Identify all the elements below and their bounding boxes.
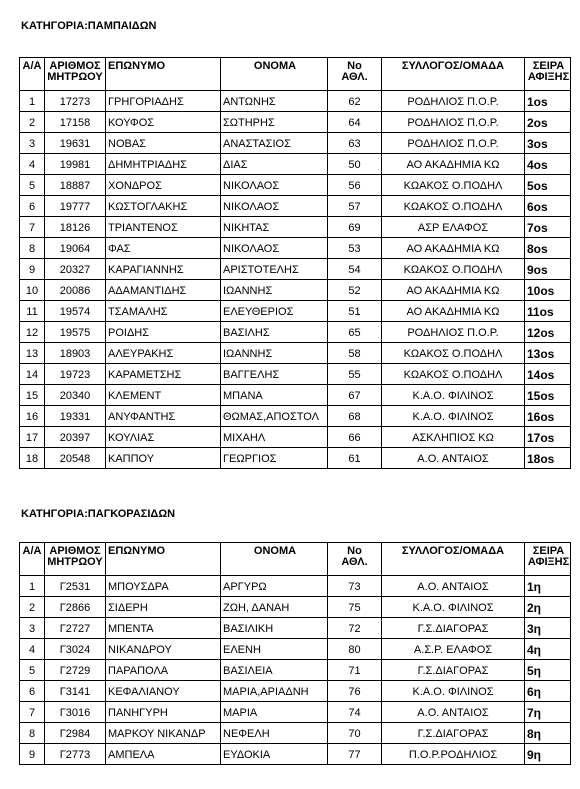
cell-aa: 2 — [20, 597, 45, 618]
cell-onoma: ΘΩΜΑΣ,ΑΠΟΣΤΟΛ — [221, 406, 328, 427]
cell-no-athl: 72 — [328, 618, 382, 639]
cell-seira-afixis: 8os — [525, 238, 571, 259]
cell-no-athl: 50 — [328, 154, 382, 175]
cell-aa: 7 — [20, 217, 45, 238]
table-row — [20, 427, 571, 448]
cell-arithmos-mitroou: Γ2729 — [45, 660, 106, 681]
cell-onoma: ΔΙΑΣ — [221, 154, 328, 175]
table-row — [20, 702, 571, 723]
header-line: Νο — [347, 60, 362, 72]
cell-syllogos: ΑΟ ΑΚΑΔΗΜΙΑ ΚΩ — [382, 280, 525, 301]
cell-syllogos: ΑΟ ΑΚΑΔΗΜΙΑ ΚΩ — [382, 301, 525, 322]
cell-syllogos: Κ.Α.Ο. ΦΙΛΙΝΟΣ — [382, 385, 525, 406]
header-onoma: ΟΝΟΜΑ — [221, 543, 328, 576]
cell-onoma: ΝΙΚΟΛΑΟΣ — [221, 196, 328, 217]
cell-onoma: ΕΛΕΝΗ — [221, 639, 328, 660]
header-line: ΣΕΙΡΑ — [532, 60, 565, 72]
cell-aa: 4 — [20, 639, 45, 660]
cell-eponymo: ΚΑΡΑΓΙΑΝΝΗΣ — [106, 259, 221, 280]
cell-onoma: ΕΛΕΥΘΕΡΙΟΣ — [221, 301, 328, 322]
cell-eponymo: ΜΠΟΥΣΔΡΑ — [106, 576, 221, 597]
cell-seira-afixis: 6os — [525, 196, 571, 217]
header-seira-afixis — [525, 543, 571, 576]
table-row — [20, 280, 571, 301]
cell-seira-afixis: 5os — [525, 175, 571, 196]
results-table-pagkorasidon — [19, 542, 571, 765]
table-row — [20, 154, 571, 175]
table-row — [20, 639, 571, 660]
cell-eponymo: ΑΔΑΜΑΝΤΙΔΗΣ — [106, 280, 221, 301]
cell-no-athl: 76 — [328, 681, 382, 702]
cell-onoma: ΑΡΓΥΡΩ — [221, 576, 328, 597]
header-line: ΑΡΙΘΜΟΣ — [49, 545, 101, 557]
header-line: ΑΦΙΞΗΣ — [527, 556, 570, 568]
cell-syllogos: ΡΟΔΗΛΙΟΣ Π.Ο.Ρ. — [382, 133, 525, 154]
table-row — [20, 385, 571, 406]
cell-syllogos: ΚΩΑΚΟΣ Ο.ΠΟΔΗΛ — [382, 343, 525, 364]
header-line: ΜΗΤΡΩΟΥ — [47, 556, 103, 568]
cell-no-athl: 52 — [328, 280, 382, 301]
cell-seira-afixis: 1os — [525, 91, 571, 112]
table-row — [20, 364, 571, 385]
cell-onoma: ΜΙΧΑΗΛ — [221, 427, 328, 448]
cell-aa: 9 — [20, 744, 45, 765]
table-row — [20, 343, 571, 364]
cell-arithmos-mitroou: 20397 — [45, 427, 106, 448]
cell-eponymo: ΧΟΝΔΡΟΣ — [106, 175, 221, 196]
cell-onoma: ΑΡΙΣΤΟΤΕΛΗΣ — [221, 259, 328, 280]
cell-arithmos-mitroou: 17158 — [45, 112, 106, 133]
cell-arithmos-mitroou: 17273 — [45, 91, 106, 112]
cell-seira-afixis: 17os — [525, 427, 571, 448]
table-body — [20, 91, 571, 469]
cell-seira-afixis: 13os — [525, 343, 571, 364]
cell-syllogos: ΚΩΑΚΟΣ Ο.ΠΟΔΗΛ — [382, 259, 525, 280]
cell-arithmos-mitroou: 20340 — [45, 385, 106, 406]
cell-no-athl: 66 — [328, 427, 382, 448]
cell-arithmos-mitroou: 18126 — [45, 217, 106, 238]
cell-aa: 2 — [20, 112, 45, 133]
cell-seira-afixis: 2η — [525, 597, 571, 618]
cell-syllogos: ΡΟΔΗΛΙΟΣ Π.Ο.Ρ. — [382, 112, 525, 133]
cell-seira-afixis: 3η — [525, 618, 571, 639]
cell-aa: 8 — [20, 238, 45, 259]
cell-eponymo: ΚΛΕΜΕΝΤ — [106, 385, 221, 406]
cell-no-athl: 57 — [328, 196, 382, 217]
header-onoma: ΟΝΟΜΑ — [221, 58, 328, 91]
header-aa: Α/Α — [20, 543, 45, 576]
cell-arithmos-mitroou: 19064 — [45, 238, 106, 259]
cell-aa: 11 — [20, 301, 45, 322]
cell-arithmos-mitroou: 18903 — [45, 343, 106, 364]
cell-onoma: ΜΑΡΙΑ — [221, 702, 328, 723]
cell-seira-afixis: 16os — [525, 406, 571, 427]
cell-onoma: ΜΠΑΝΑ — [221, 385, 328, 406]
cell-no-athl: 51 — [328, 301, 382, 322]
cell-seira-afixis: 7os — [525, 217, 571, 238]
cell-seira-afixis: 11os — [525, 301, 571, 322]
cell-syllogos: ΑΟ ΑΚΑΔΗΜΙΑ ΚΩ — [382, 238, 525, 259]
cell-syllogos: Γ.Σ.ΔΙΑΓΟΡΑΣ — [382, 660, 525, 681]
cell-seira-afixis: 18os — [525, 448, 571, 469]
cell-onoma: ΑΝΑΣΤΑΣΙΟΣ — [221, 133, 328, 154]
cell-onoma: ΝΕΦΕΛΗ — [221, 723, 328, 744]
table-row — [20, 91, 571, 112]
cell-aa: 3 — [20, 133, 45, 154]
header-syllogos: ΣΥΛΛΟΓΟΣ/ΟΜΑΔΑ — [382, 543, 525, 576]
cell-no-athl: 63 — [328, 133, 382, 154]
cell-onoma: ΝΙΚΗΤΑΣ — [221, 217, 328, 238]
header-line: ΜΗΤΡΩΟΥ — [47, 71, 103, 83]
cell-syllogos: ΚΩΑΚΟΣ Ο.ΠΟΔΗΛ — [382, 364, 525, 385]
cell-aa: 18 — [20, 448, 45, 469]
cell-eponymo: ΚΩΣΤΟΓΛΑΚΗΣ — [106, 196, 221, 217]
cell-eponymo: ΝΙΚΑΝΔΡΟΥ — [106, 639, 221, 660]
cell-syllogos: Α.Ο. ΑΝΤΑΙΟΣ — [382, 448, 525, 469]
cell-eponymo: ΑΛΕΥΡΑΚΗΣ — [106, 343, 221, 364]
cell-arithmos-mitroou: Γ2866 — [45, 597, 106, 618]
cell-syllogos: Κ.Α.Ο. ΦΙΛΙΝΟΣ — [382, 406, 525, 427]
header-eponymo: ΕΠΩΝΥΜΟ — [106, 543, 221, 576]
header-line: ΑΘΛ. — [341, 556, 368, 568]
cell-arithmos-mitroou: 19574 — [45, 301, 106, 322]
table-header-row — [20, 58, 571, 91]
cell-seira-afixis: 12os — [525, 322, 571, 343]
cell-no-athl: 62 — [328, 91, 382, 112]
cell-onoma: ΖΩΗ, ΔΑΝΑΗ — [221, 597, 328, 618]
cell-onoma: ΝΙΚΟΛΑΟΣ — [221, 175, 328, 196]
cell-no-athl: 56 — [328, 175, 382, 196]
table-row — [20, 175, 571, 196]
cell-no-athl: 80 — [328, 639, 382, 660]
cell-arithmos-mitroou: Γ3141 — [45, 681, 106, 702]
cell-arithmos-mitroou: 19631 — [45, 133, 106, 154]
cell-arithmos-mitroou: Γ2773 — [45, 744, 106, 765]
cell-aa: 8 — [20, 723, 45, 744]
cell-eponymo: ΣΙΔΕΡΗ — [106, 597, 221, 618]
cell-seira-afixis: 8η — [525, 723, 571, 744]
cell-onoma: ΒΑΓΓΕΛΗΣ — [221, 364, 328, 385]
cell-seira-afixis: 14os — [525, 364, 571, 385]
cell-arithmos-mitroou: Γ2531 — [45, 576, 106, 597]
cell-arithmos-mitroou: 19575 — [45, 322, 106, 343]
table-row — [20, 217, 571, 238]
cell-arithmos-mitroou: 20086 — [45, 280, 106, 301]
cell-onoma: ΕΥΔΟΚΙΑ — [221, 744, 328, 765]
table-row — [20, 322, 571, 343]
cell-aa: 10 — [20, 280, 45, 301]
table-row — [20, 448, 571, 469]
cell-aa: 12 — [20, 322, 45, 343]
table-row — [20, 681, 571, 702]
cell-arithmos-mitroou: Γ3016 — [45, 702, 106, 723]
cell-no-athl: 65 — [328, 322, 382, 343]
table-row — [20, 576, 571, 597]
cell-eponymo: ΓΡΗΓΟΡΙΑΔΗΣ — [106, 91, 221, 112]
category-title: ΚΑΤΗΓΟΡΙΑ:ΠΑΜΠΑΙΔΩΝ — [21, 20, 157, 32]
cell-onoma: ΑΝΤΩΝΗΣ — [221, 91, 328, 112]
table-row — [20, 259, 571, 280]
cell-aa: 6 — [20, 681, 45, 702]
cell-eponymo: ΠΑΡΑΠΟΛΑ — [106, 660, 221, 681]
cell-no-athl: 54 — [328, 259, 382, 280]
cell-aa: 16 — [20, 406, 45, 427]
cell-seira-afixis: 6η — [525, 681, 571, 702]
cell-seira-afixis: 9os — [525, 259, 571, 280]
cell-seira-afixis: 15os — [525, 385, 571, 406]
cell-syllogos: Κ.Α.Ο. ΦΙΛΙΝΟΣ — [382, 597, 525, 618]
cell-syllogos: ΚΩΑΚΟΣ Ο.ΠΟΔΗΛ — [382, 196, 525, 217]
cell-seira-afixis: 4os — [525, 154, 571, 175]
cell-eponymo: ΝΟΒΑΣ — [106, 133, 221, 154]
header-aa: Α/Α — [20, 58, 45, 91]
cell-syllogos: ΑΣΡ ΕΛΑΦΟΣ — [382, 217, 525, 238]
table-row — [20, 301, 571, 322]
cell-eponymo: ΚΑΡΑΜΕΤΣΗΣ — [106, 364, 221, 385]
table-row — [20, 133, 571, 154]
cell-seira-afixis: 3os — [525, 133, 571, 154]
cell-aa: 1 — [20, 576, 45, 597]
category-title: ΚΑΤΗΓΟΡΙΑ:ΠΑΓΚΟΡΑΣΙΔΩΝ — [21, 508, 176, 520]
cell-eponymo: ΑΜΠΕΛΑ — [106, 744, 221, 765]
header-line: ΣΕΙΡΑ — [532, 545, 565, 557]
cell-arithmos-mitroou: 19981 — [45, 154, 106, 175]
header-syllogos: ΣΥΛΛΟΓΟΣ/ΟΜΑΔΑ — [382, 58, 525, 91]
cell-eponymo: ΠΑΝΗΓΥΡΗ — [106, 702, 221, 723]
results-table-pampaidon — [19, 57, 571, 469]
table-row — [20, 723, 571, 744]
cell-eponymo: ΦΑΣ — [106, 238, 221, 259]
cell-arithmos-mitroou: Γ2727 — [45, 618, 106, 639]
cell-arithmos-mitroou: 20548 — [45, 448, 106, 469]
cell-eponymo: ΑΝΥΦΑΝΤΗΣ — [106, 406, 221, 427]
cell-seira-afixis: 9η — [525, 744, 571, 765]
cell-aa: 13 — [20, 343, 45, 364]
cell-eponymo: ΤΣΑΜΑΛΗΣ — [106, 301, 221, 322]
cell-aa: 1 — [20, 91, 45, 112]
cell-eponymo: ΡΟΙΔΗΣ — [106, 322, 221, 343]
cell-onoma: ΒΑΣΙΛΕΙΑ — [221, 660, 328, 681]
cell-onoma: ΙΩΑΝΝΗΣ — [221, 280, 328, 301]
cell-eponymo: ΚΟΥΦΟΣ — [106, 112, 221, 133]
cell-no-athl: 53 — [328, 238, 382, 259]
table-row — [20, 660, 571, 681]
cell-arithmos-mitroou: 20327 — [45, 259, 106, 280]
cell-seira-afixis: 7η — [525, 702, 571, 723]
cell-no-athl: 70 — [328, 723, 382, 744]
table-body — [20, 576, 571, 765]
header-arithmos-mitroou — [45, 543, 106, 576]
cell-eponymo: ΚΑΠΠΟΥ — [106, 448, 221, 469]
cell-eponymo: ΔΗΜΗΤΡΙΑΔΗΣ — [106, 154, 221, 175]
cell-aa: 7 — [20, 702, 45, 723]
cell-onoma: ΣΩΤΗΡΗΣ — [221, 112, 328, 133]
header-line: ΑΦΙΞΗΣ — [527, 71, 570, 83]
cell-aa: 4 — [20, 154, 45, 175]
cell-syllogos: ΑΣΚΛΗΠΙΟΣ ΚΩ — [382, 427, 525, 448]
cell-seira-afixis: 10os — [525, 280, 571, 301]
cell-syllogos: ΡΟΔΗΛΙΟΣ Π.Ο.Ρ. — [382, 322, 525, 343]
cell-syllogos: Α.Σ.Ρ. ΕΛΑΦΟΣ — [382, 639, 525, 660]
header-no-athl — [328, 58, 382, 91]
header-no-athl — [328, 543, 382, 576]
cell-no-athl: 71 — [328, 660, 382, 681]
cell-syllogos: Γ.Σ.ΔΙΑΓΟΡΑΣ — [382, 723, 525, 744]
cell-no-athl: 68 — [328, 406, 382, 427]
header-line: ΑΡΙΘΜΟΣ — [49, 60, 101, 72]
cell-aa: 6 — [20, 196, 45, 217]
cell-no-athl: 74 — [328, 702, 382, 723]
cell-aa: 15 — [20, 385, 45, 406]
cell-seira-afixis: 1η — [525, 576, 571, 597]
header-arithmos-mitroou — [45, 58, 106, 91]
cell-no-athl: 69 — [328, 217, 382, 238]
header-seira-afixis — [525, 58, 571, 91]
cell-onoma: ΜΑΡΙΑ,ΑΡΙΑΔΝΗ — [221, 681, 328, 702]
header-eponymo: ΕΠΩΝΥΜΟ — [106, 58, 221, 91]
cell-eponymo: ΤΡΙΑΝΤΕΝΟΣ — [106, 217, 221, 238]
table-row — [20, 112, 571, 133]
cell-syllogos: Π.Ο.Ρ.ΡΟΔΗΛΙΟΣ — [382, 744, 525, 765]
table-row — [20, 406, 571, 427]
table-row — [20, 597, 571, 618]
cell-onoma: ΙΩΑΝΝΗΣ — [221, 343, 328, 364]
cell-aa: 3 — [20, 618, 45, 639]
cell-seira-afixis: 4η — [525, 639, 571, 660]
cell-aa: 14 — [20, 364, 45, 385]
cell-aa: 17 — [20, 427, 45, 448]
cell-eponymo: ΚΟΥΛΙΑΣ — [106, 427, 221, 448]
cell-arithmos-mitroou: Γ2984 — [45, 723, 106, 744]
cell-onoma: ΒΑΣΙΛΙΚΗ — [221, 618, 328, 639]
cell-syllogos: ΚΩΑΚΟΣ Ο.ΠΟΔΗΛ — [382, 175, 525, 196]
cell-onoma: ΒΑΣΙΛΗΣ — [221, 322, 328, 343]
cell-onoma: ΝΙΚΟΛΑΟΣ — [221, 238, 328, 259]
table-row — [20, 618, 571, 639]
cell-no-athl: 67 — [328, 385, 382, 406]
cell-seira-afixis: 2os — [525, 112, 571, 133]
cell-no-athl: 58 — [328, 343, 382, 364]
cell-no-athl: 55 — [328, 364, 382, 385]
cell-seira-afixis: 5η — [525, 660, 571, 681]
cell-no-athl: 75 — [328, 597, 382, 618]
cell-eponymo: ΜΠΕΝΤΑ — [106, 618, 221, 639]
cell-no-athl: 61 — [328, 448, 382, 469]
cell-syllogos: Α.Ο. ΑΝΤΑΙΟΣ — [382, 702, 525, 723]
cell-aa: 5 — [20, 175, 45, 196]
table-row — [20, 196, 571, 217]
cell-arithmos-mitroou: 19723 — [45, 364, 106, 385]
table-header-row — [20, 543, 571, 576]
table-row — [20, 238, 571, 259]
cell-arithmos-mitroou: 18887 — [45, 175, 106, 196]
cell-syllogos: Γ.Σ.ΔΙΑΓΟΡΑΣ — [382, 618, 525, 639]
cell-syllogos: ΡΟΔΗΛΙΟΣ Π.Ο.Ρ. — [382, 91, 525, 112]
cell-no-athl: 73 — [328, 576, 382, 597]
cell-syllogos: Κ.Α.Ο. ΦΙΛΙΝΟΣ — [382, 681, 525, 702]
cell-onoma: ΓΕΩΡΓΙΟΣ — [221, 448, 328, 469]
table-row — [20, 744, 571, 765]
cell-aa: 9 — [20, 259, 45, 280]
cell-arithmos-mitroou: Γ3024 — [45, 639, 106, 660]
cell-syllogos: ΑΟ ΑΚΑΔΗΜΙΑ ΚΩ — [382, 154, 525, 175]
cell-aa: 5 — [20, 660, 45, 681]
cell-syllogos: Α.Ο. ΑΝΤΑΙΟΣ — [382, 576, 525, 597]
header-line: ΑΘΛ. — [341, 71, 368, 83]
cell-eponymo: ΚΕΦΑΛΙΑΝΟΥ — [106, 681, 221, 702]
cell-arithmos-mitroou: 19777 — [45, 196, 106, 217]
header-line: Νο — [347, 545, 362, 557]
cell-arithmos-mitroou: 19331 — [45, 406, 106, 427]
cell-no-athl: 77 — [328, 744, 382, 765]
cell-no-athl: 64 — [328, 112, 382, 133]
cell-eponymo: ΜΑΡΚΟΥ ΝΙΚΑΝΔΡ — [106, 723, 221, 744]
